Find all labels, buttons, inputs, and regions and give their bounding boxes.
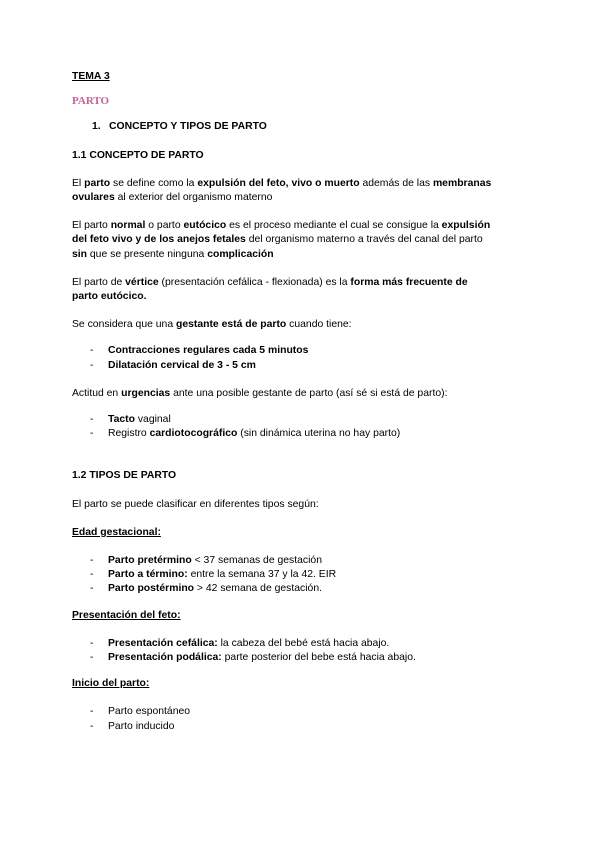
chapter-title: PARTO [72, 95, 110, 108]
list-item: - Contracciones regulares cada 5 minutos [72, 344, 542, 358]
list-item: - Parto postérmino > 42 semana de gestación. [72, 582, 542, 596]
list-item: - Parto a término: entre la semana 37 y la 42. EIR [72, 568, 542, 582]
labor-signs-list [72, 344, 542, 372]
document-page [72, 70, 542, 734]
paragraph-definition: El parto se define como la expulsión del feto, vivo o muerto además de las membranas ovulares al exterior del organismo materno [72, 177, 492, 204]
paragraph-clasificacion: El parto se puede clasificar en diferentes tipos según: [72, 498, 319, 510]
section-title: CONCEPTO Y TIPOS DE PARTO [109, 121, 267, 133]
list-item: - Tacto vaginal [72, 413, 542, 427]
paragraph-gestante: Se considera que una gestante está de parto cuando tiene: [72, 319, 352, 331]
topic-title: TEMA 3 [72, 71, 110, 82]
paragraph-normal-birth: El parto normal o parto eutócico es el proceso mediante el cual se consigue la expulsión del feto vivo y de los anejos fetales del organismo materno a través del canal del parto sin que se presente ninguna complicación [72, 220, 491, 260]
heading-presentacion: Presentación del feto: [72, 609, 181, 621]
gestational-age-list [72, 554, 542, 597]
section-heading [72, 120, 542, 134]
subsection-heading-tipos: 1.2 TIPOS DE PARTO [72, 470, 177, 482]
subsection-heading-concepto: 1.1 CONCEPTO DE PARTO [72, 149, 204, 161]
heading-inicio: Inicio del parto: [72, 678, 150, 690]
list-item: - Registro cardiotocográfico (sin dinámica uterina no hay parto) [72, 427, 542, 441]
paragraph-vertex: El parto de vértice (presentación cefálica - flexionada) es la forma más frecuente de parto eutócico. [72, 276, 468, 303]
list-item: - Parto espontáneo [72, 705, 542, 719]
presentation-list [72, 637, 542, 665]
list-item: - Presentación cefálica: la cabeza del bebé está hacia abajo. [72, 637, 542, 651]
list-item: - Parto pretérmino < 37 semanas de gestación [72, 554, 542, 568]
list-item: - Presentación podálica: parte posterior del bebe está hacia abajo. [72, 651, 542, 665]
onset-list [72, 705, 542, 733]
list-item: - Parto inducido [72, 720, 542, 734]
heading-edad-gestacional: Edad gestacional: [72, 526, 161, 538]
list-item: - Dilatación cervical de 3 - 5 cm [72, 359, 542, 373]
paragraph-urgencias: Actitud en urgencias ante una posible gestante de parto (así sé si está de parto): [72, 387, 448, 399]
section-number: 1. [92, 121, 101, 133]
urgency-actions-list [72, 413, 542, 441]
